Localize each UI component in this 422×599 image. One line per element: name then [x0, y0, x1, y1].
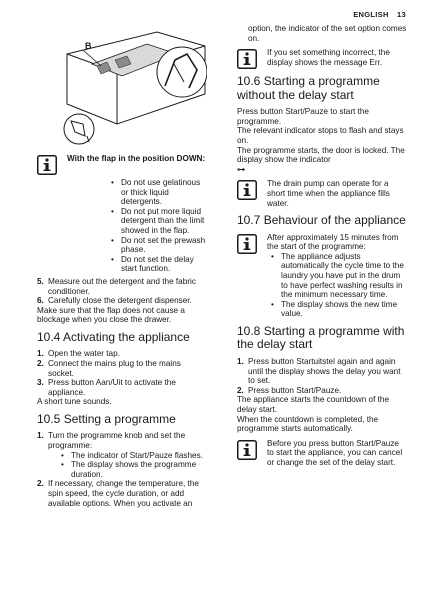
dispenser-drawing	[37, 24, 207, 146]
cancel-delay-text: Before you press button Start/Pauze to start the appliance, you can cancel or change the set of the delay start.	[267, 438, 403, 467]
behaviour-note	[237, 233, 407, 319]
step-1: 1. Press button Startuitstel again and again until the display shows the delay you want to set.	[237, 356, 401, 386]
step-2: 2. Press button Start/Pauze.	[237, 385, 342, 395]
header-brand: ENGLISH	[353, 10, 389, 19]
info-icon	[237, 48, 263, 69]
door-lock-icon: ⊶	[237, 164, 246, 174]
option-continuation: option, the indicator of the set option comes on.	[248, 24, 407, 43]
figure-label-b: B	[85, 41, 92, 51]
list-item: • Do not use gelatinous or thick liquid detergents.	[111, 178, 201, 207]
step-6: 6. Carefully close the detergent dispenser.	[37, 296, 192, 306]
err-note-text: If you set something incorrect, the display shows the message Err.	[267, 48, 390, 67]
info-icon	[37, 154, 63, 175]
info-icon	[237, 233, 263, 319]
detergent-dispenser-illustration	[37, 24, 207, 146]
list-item: • Do not put more liquid detergent than the limit showed in the flap.	[111, 206, 205, 235]
tune-text: A short tune sounds.	[37, 397, 112, 407]
page-number: 13	[397, 10, 406, 19]
flap-warning: Make sure that the flap does not cause a blockage when you close the drawer.	[37, 305, 185, 325]
countdown-text: The appliance starts the countdown of the delay start.	[237, 395, 390, 414]
behaviour-note-text: After approximately 15 minutes from the start of the programme:	[267, 232, 399, 252]
err-note	[237, 48, 407, 69]
section-10-5-title: 10.5 Setting a programme	[37, 411, 176, 426]
list-item: • The indicator of Start/Pauze flashes.	[61, 450, 203, 460]
right-column	[237, 24, 407, 473]
door-locked-text: The programme starts, the door is locked. The display show the indicator ⊶	[237, 145, 405, 174]
start-text: Press button Start/Pauze to start the programme.	[237, 107, 369, 126]
step-3: 3. Press button Aan/Uit to activate the appliance.	[37, 378, 176, 397]
list-item: • The display shows the programme duration.	[61, 460, 197, 479]
section-10-6-title: 10.6 Starting a programme without the delay start	[237, 74, 380, 102]
list-item: • The display shows the new time value.	[271, 299, 398, 319]
list-item: • The appliance adjusts automatically the cycle time to the laundry you have put in the drum to have perfect washing results in the minimum necessary time.	[271, 251, 404, 300]
section-10-8-title: 10.8 Starting a programme with the delay start	[237, 323, 405, 352]
step-2: 2. If necessary, change the temperature, the spin speed, the cycle duration, or add available options. When you activate an	[37, 479, 199, 508]
left-column	[37, 24, 207, 508]
step-2: 2. Connect the mains plug to the mains socket.	[37, 359, 181, 378]
section-10-7-title: 10.7 Behaviour of the appliance	[237, 213, 406, 228]
page-header	[353, 10, 406, 20]
drain-pump-note	[237, 179, 407, 208]
list-item: • Do not set the prewash phase.	[111, 235, 206, 255]
step-1: 1. Turn the programme knob and set the programme:	[37, 431, 186, 451]
cancel-delay-note	[237, 439, 407, 468]
flap-note-title: With the flap in the position DOWN:	[67, 154, 206, 163]
section-10-4-title: 10.4 Activating the appliance	[37, 329, 190, 344]
step-1: 1. Open the water tap.	[37, 349, 120, 359]
info-icon	[237, 439, 263, 468]
info-icon	[237, 179, 263, 208]
list-item: • Do not set the delay start function.	[111, 254, 194, 274]
flap-down-note	[37, 154, 207, 175]
auto-start-text: When the countdown is completed, the programme starts automatically.	[237, 414, 379, 434]
drain-pump-text: The drain pump can operate for a short time when the appliance fills water.	[267, 179, 390, 208]
indicator-text: The relevant indicator stops to flash and stays on.	[237, 126, 404, 145]
step-5: 5. Measure out the detergent and the fabric conditioner.	[37, 276, 196, 296]
